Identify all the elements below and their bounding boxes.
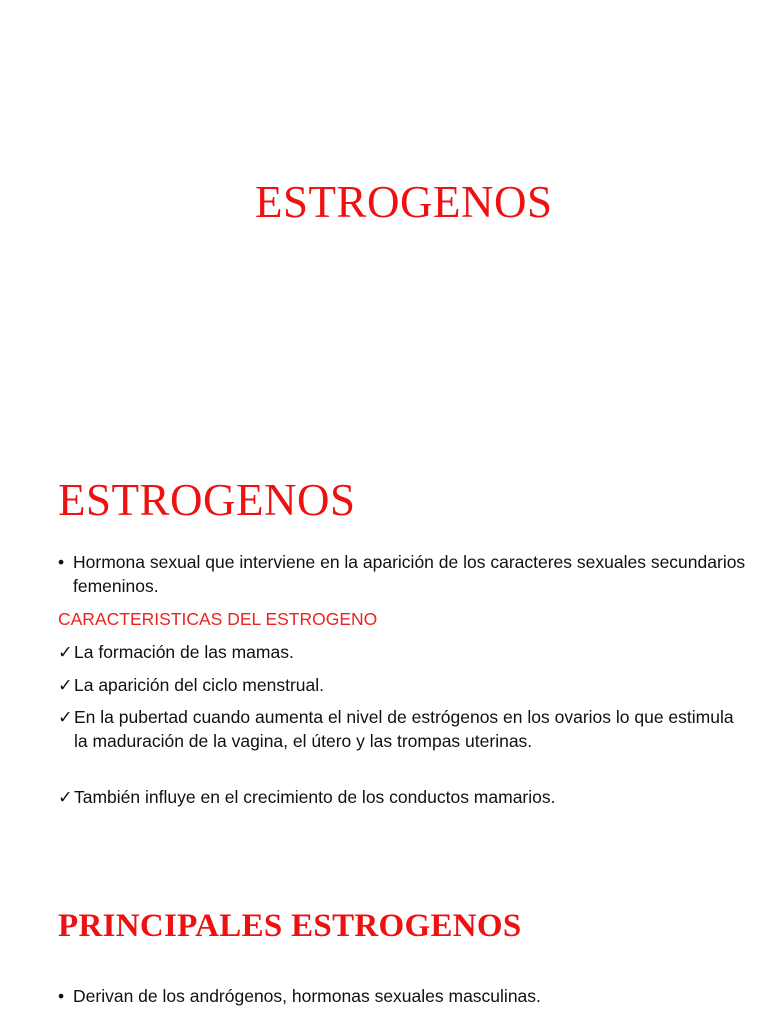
section-label: CARACTERISTICAS DEL ESTROGENO (58, 609, 378, 629)
check-item (58, 785, 748, 809)
check-text: En la pubertad cuando aumenta el nivel de estrógenos en los ovarios lo que estimula la maduración de la vagina, el útero y las trompas uterinas. (74, 707, 734, 751)
check-text: La aparición del ciclo menstrual. (74, 675, 324, 695)
check-item (58, 640, 748, 664)
checkmark-icon: ✓ (58, 707, 73, 727)
slide-1 (0, 0, 768, 430)
checkmark-icon: ✓ (58, 642, 73, 662)
slide-2-title: ESTROGENOS (58, 475, 356, 525)
check-item (58, 673, 748, 697)
bullet-text: Hormona sexual que interviene en la aparición de los caracteres sexuales secundarios femeninos. (73, 552, 746, 596)
checkmark-icon: ✓ (58, 787, 73, 807)
slide-3 (0, 860, 768, 1024)
bullet-item (58, 550, 748, 598)
checkmark-icon: ✓ (58, 675, 73, 695)
check-item (58, 705, 748, 753)
check-text: La formación de las mamas. (74, 642, 294, 662)
slide-1-title: ESTROGENOS (255, 177, 553, 227)
bullet-dot-icon: • (58, 986, 65, 1006)
slide-3-title: PRINCIPALES ESTROGENOS (58, 908, 522, 944)
bullet-text: Derivan de los andrógenos, hormonas sexuales masculinas. (73, 986, 541, 1006)
bullet-item (58, 984, 748, 1008)
check-text: También influye en el crecimiento de los conductos mamarios. (74, 787, 556, 807)
slide-2 (0, 430, 768, 860)
bullet-dot-icon: • (58, 552, 65, 572)
